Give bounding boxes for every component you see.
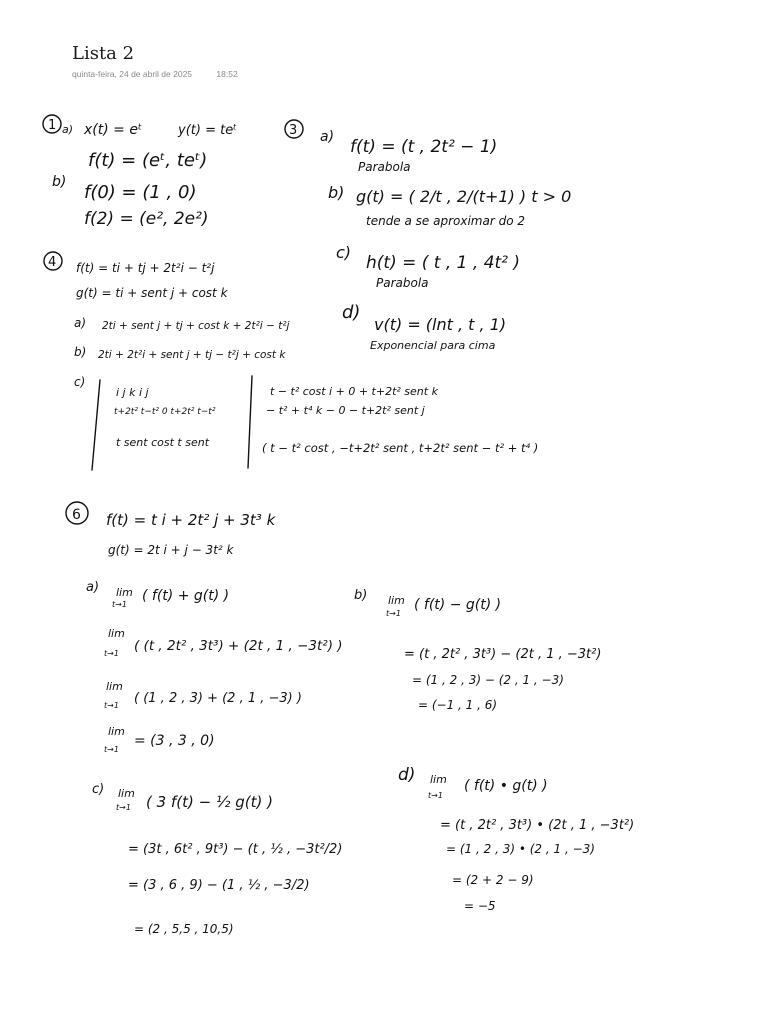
q3-c-label: c) bbox=[336, 243, 352, 262]
q4-f: f(t) = ti + tj + 2t²i − t²j bbox=[76, 261, 215, 275]
q6-a-label: a) bbox=[86, 580, 100, 595]
q6-a-3: ( (1 , 2 , 3) + (2 , 1 , −3) ) bbox=[134, 691, 302, 706]
q6-a-lim1-sub: t→1 bbox=[112, 600, 127, 609]
q6-d-1: ( f(t) • g(t) ) bbox=[464, 778, 548, 794]
q4-b: 2ti + 2t²i + sent j + tj − t²j + cost k bbox=[98, 349, 286, 361]
q3-a-note: Parabola bbox=[358, 160, 411, 174]
q4-a-label: a) bbox=[74, 316, 87, 330]
q6-d-5: = −5 bbox=[464, 899, 496, 913]
q6-d-2: = (t , 2t² , 3t³) • (2t , 1 , −3t²) bbox=[440, 818, 635, 833]
q1-a-x: x(t) = eᵗ bbox=[84, 122, 143, 138]
q4-c-result: ( t − t² cost , −t+2t² sent , t+2t² sent − t² + t⁴ ) bbox=[262, 441, 539, 455]
q4-det-row2: t+2t² t−t² 0 t+2t² t−t² bbox=[114, 407, 216, 417]
q6-a-lim1: lim bbox=[116, 586, 133, 599]
q6-c-4: = (2 , 5,5 , 10,5) bbox=[134, 922, 234, 936]
q1-a-y: y(t) = teᵗ bbox=[178, 123, 238, 138]
q1-b-f2: f(2) = (e², 2e²) bbox=[84, 209, 209, 229]
q6-d-3: = (1 , 2 , 3) • (2 , 1 , −3) bbox=[446, 842, 595, 856]
q4-det-row3: t sent cost t sent bbox=[116, 436, 210, 449]
q6-d-lim-sub: t→1 bbox=[428, 791, 443, 800]
q1-b-f0: f(0) = (1 , 0) bbox=[84, 182, 197, 203]
q6-a-lim3-sub: t→1 bbox=[104, 701, 119, 710]
q6-a-4: = (3 , 3 , 0) bbox=[134, 733, 215, 749]
question-4-number: 4 bbox=[48, 255, 57, 270]
q6-a-2: ( (t , 2t² , 3t³) + (2t , 1 , −3t²) ) bbox=[134, 638, 343, 654]
page-title: Lista 2 bbox=[72, 43, 135, 64]
q6-c-1: ( 3 f(t) − ½ g(t) ) bbox=[146, 793, 273, 811]
q6-a-lim4: lim bbox=[108, 725, 125, 738]
q6-a-lim4-sub: t→1 bbox=[104, 745, 119, 754]
q4-b-label: b) bbox=[74, 345, 87, 359]
q6-c-label: c) bbox=[92, 782, 105, 797]
question-3 bbox=[285, 120, 571, 352]
q3-b-note: tende a se aproximar do 2 bbox=[366, 214, 526, 228]
q1-a-f: f(t) = (eᵗ, teᵗ) bbox=[88, 150, 208, 171]
page-time: 18:52 bbox=[216, 69, 238, 79]
q6-b-4: = (−1 , 1 , 6) bbox=[418, 698, 498, 712]
q6-a-lim2: lim bbox=[108, 627, 125, 640]
q6-c-lim-sub: t→1 bbox=[116, 803, 131, 812]
q3-d-v: v(t) = (lnt , t , 1) bbox=[374, 315, 507, 334]
question-1-number: 1 bbox=[48, 118, 57, 133]
question-4 bbox=[44, 252, 538, 470]
question-6-number: 6 bbox=[72, 507, 81, 523]
q3-d-note: Exponencial para cima bbox=[370, 339, 496, 352]
q4-det-row1: i j k i j bbox=[116, 386, 149, 399]
q3-a-f: f(t) = (t , 2t² − 1) bbox=[350, 137, 498, 157]
q3-a-label: a) bbox=[320, 129, 335, 145]
q1-b-label: b) bbox=[52, 174, 67, 190]
q4-c-label: c) bbox=[74, 375, 86, 389]
question-3-number: 3 bbox=[289, 123, 298, 138]
q1-a-label: a) bbox=[62, 123, 74, 136]
q4-g: g(t) = ti + sent j + cost k bbox=[76, 286, 228, 300]
q6-c-3: = (3 , 6 , 9) − (1 , ½ , −3/2) bbox=[128, 878, 310, 893]
q3-c-note: Parabola bbox=[376, 276, 429, 290]
q6-d-4: = (2 + 2 − 9) bbox=[452, 873, 534, 887]
q6-a-lim3: lim bbox=[106, 680, 123, 693]
question-1 bbox=[43, 115, 237, 229]
q4-c-r1: t − t² cost i + 0 + t+2t² sent k bbox=[270, 385, 438, 398]
determinant-right-bar bbox=[248, 376, 252, 468]
q3-c-h: h(t) = ( t , 1 , 4t² ) bbox=[366, 253, 521, 273]
q6-b-lim-sub: t→1 bbox=[386, 609, 401, 618]
q4-a: 2ti + sent j + tj + cost k + 2t²i − t²j bbox=[102, 320, 290, 332]
q6-c-lim: lim bbox=[118, 787, 135, 800]
q6-c-2: = (3t , 6t² , 9t³) − (t , ½ , −3t²/2) bbox=[128, 842, 343, 857]
q6-a-1: ( f(t) + g(t) ) bbox=[142, 588, 230, 604]
q6-a-lim2-sub: t→1 bbox=[104, 649, 119, 658]
q6-b-2: = (t , 2t² , 3t³) − (2t , 1 , −3t²) bbox=[404, 647, 602, 662]
q6-b-label: b) bbox=[354, 588, 368, 603]
q6-b-lim: lim bbox=[388, 594, 405, 607]
determinant-left-bar bbox=[92, 380, 100, 470]
question-6 bbox=[66, 502, 634, 936]
q3-b-label: b) bbox=[328, 183, 345, 202]
page-date: quinta-feira, 24 de abril de 2025 bbox=[72, 69, 193, 79]
q6-g: g(t) = 2t i + j − 3t² k bbox=[108, 543, 234, 557]
q3-b-g: g(t) = ( 2/t , 2/(t+1) ) t > 0 bbox=[356, 187, 572, 206]
q6-b-1: ( f(t) − g(t) ) bbox=[414, 597, 502, 613]
q6-d-lim: lim bbox=[430, 773, 447, 786]
q6-b-3: = (1 , 2 , 3) − (2 , 1 , −3) bbox=[412, 673, 564, 687]
q6-f: f(t) = t i + 2t² j + 3t³ k bbox=[106, 511, 276, 529]
q4-c-r2: − t² + t⁴ k − 0 − t+2t² sent j bbox=[266, 404, 425, 417]
q6-d-label: d) bbox=[398, 765, 416, 785]
q3-d-label: d) bbox=[342, 302, 361, 323]
